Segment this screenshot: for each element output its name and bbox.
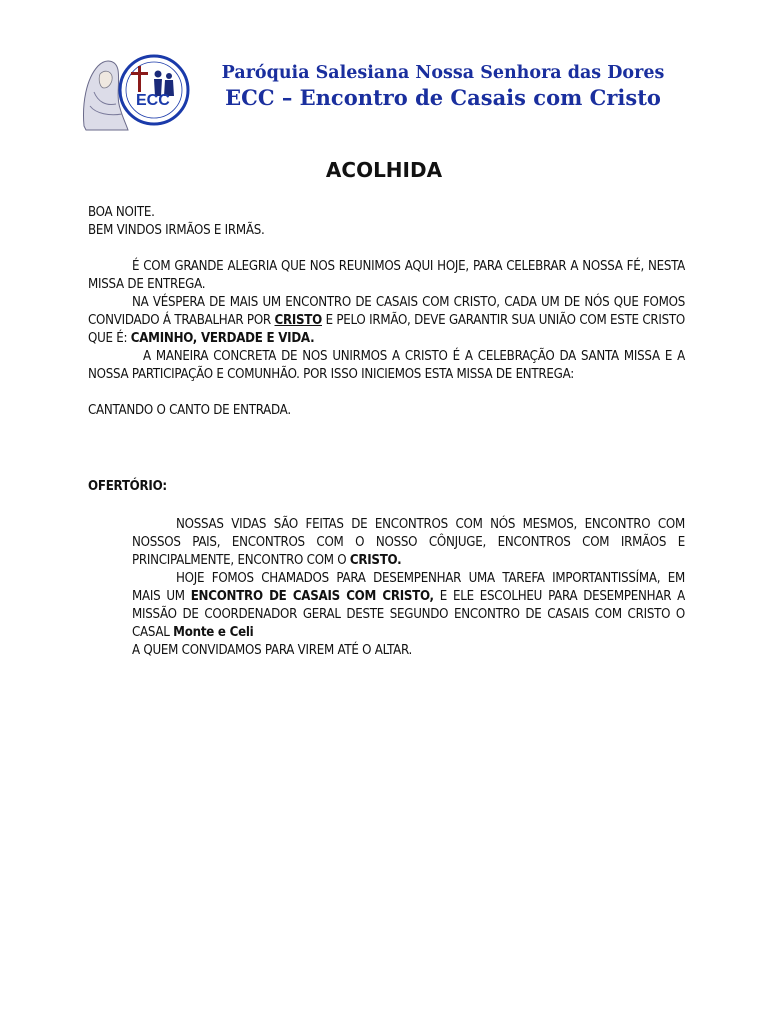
offertory-label: OFERTÓRIO: [88, 479, 167, 494]
paragraph-1: É COM GRANDE ALEGRIA QUE NOS REUNIMOS AQUI HOJE, PARA CELEBRAR A NOSSA FÉ, NESTA MISSA DE ENTREGA. [88, 259, 685, 292]
parish-name: Paróquia Salesiana Nossa Senhora das Dores [221, 63, 665, 83]
offertory-1-text: NOSSAS VIDAS SÃO FEITAS DE ENCONTROS COM NÓS MESMOS, ENCONTRO COM NOSSOS PAIS, ENCONTROS COM O NOSSO CÔNJUGE, ENCONTROS COM IRMÃOS E PRINCIPALMENTE, ENCONTRO COM O [132, 517, 685, 568]
offertory-2-text-a: HOJE FOMOS CHAMADOS PARA DESEMPENHAR UMA TAREFA IMPORTANTISSÍMA, EM MAIS UM [132, 571, 685, 604]
document-header [200, 62, 686, 112]
parish-logo [76, 44, 196, 134]
paragraph-2-text-b: E PELO IRMÃO, DEVE GARANTIR SUA UNIÃO COM ESTE CRISTO QUE É: [88, 313, 686, 346]
page-title: ACOLHIDA [325, 158, 443, 182]
greeting-line: BEM VINDOS IRMÃOS E IRMÃS. [88, 223, 265, 238]
offertory-closing: A QUEM CONVIDAMOS PARA VIREM ATÉ O ALTAR. [132, 643, 412, 658]
ecc-title: ECC – Encontro de Casais com Cristo [225, 85, 661, 110]
paragraph-2 [88, 294, 685, 348]
greeting-line: BOA NOITE. [88, 205, 155, 220]
couple-name: Monte e Celi [173, 625, 254, 640]
paragraph-3: A MANEIRA CONCRETA DE NOS UNIRMOS A CRISTO É A CELEBRAÇÃO DA SANTA MISSA E A NOSSA PARTICIPAÇÃO E COMUNHÃO. POR ISSO INICIEMOS ESTA MISSA DE ENTREGA: [88, 349, 685, 382]
logo-text: ECC [136, 92, 170, 109]
offertory-paragraph-2 [132, 570, 685, 642]
document-body [88, 204, 685, 660]
offertory-2-text-c: E ELE ESCOLHEU PARA DESEMPENHAR A MISSÃO DE COORDENADOR GERAL DESTE SEGUNDO ENCONTRO DE CASAIS COM CRISTO O CASAL [132, 589, 686, 640]
offertory-cristo: CRISTO. [349, 553, 402, 568]
cristo-underlined: CRISTO [274, 313, 322, 328]
offertory-block [132, 516, 685, 660]
offertory-paragraph-1 [132, 516, 685, 570]
caminho-verdade-vida: CAMINHO, VERDADE E VIDA. [130, 331, 315, 346]
paragraph-2-text-a: NA VÉSPERA DE MAIS UM ENCONTRO DE CASAIS COM CRISTO, CADA UM DE NÓS QUE FOMOS CONVIDADO Á TRABALHAR POR [88, 295, 685, 328]
paragraph-4: CANTANDO O CANTO DE ENTRADA. [88, 403, 291, 418]
offertory-ecc: ENCONTRO DE CASAIS COM CRISTO, [190, 589, 434, 604]
